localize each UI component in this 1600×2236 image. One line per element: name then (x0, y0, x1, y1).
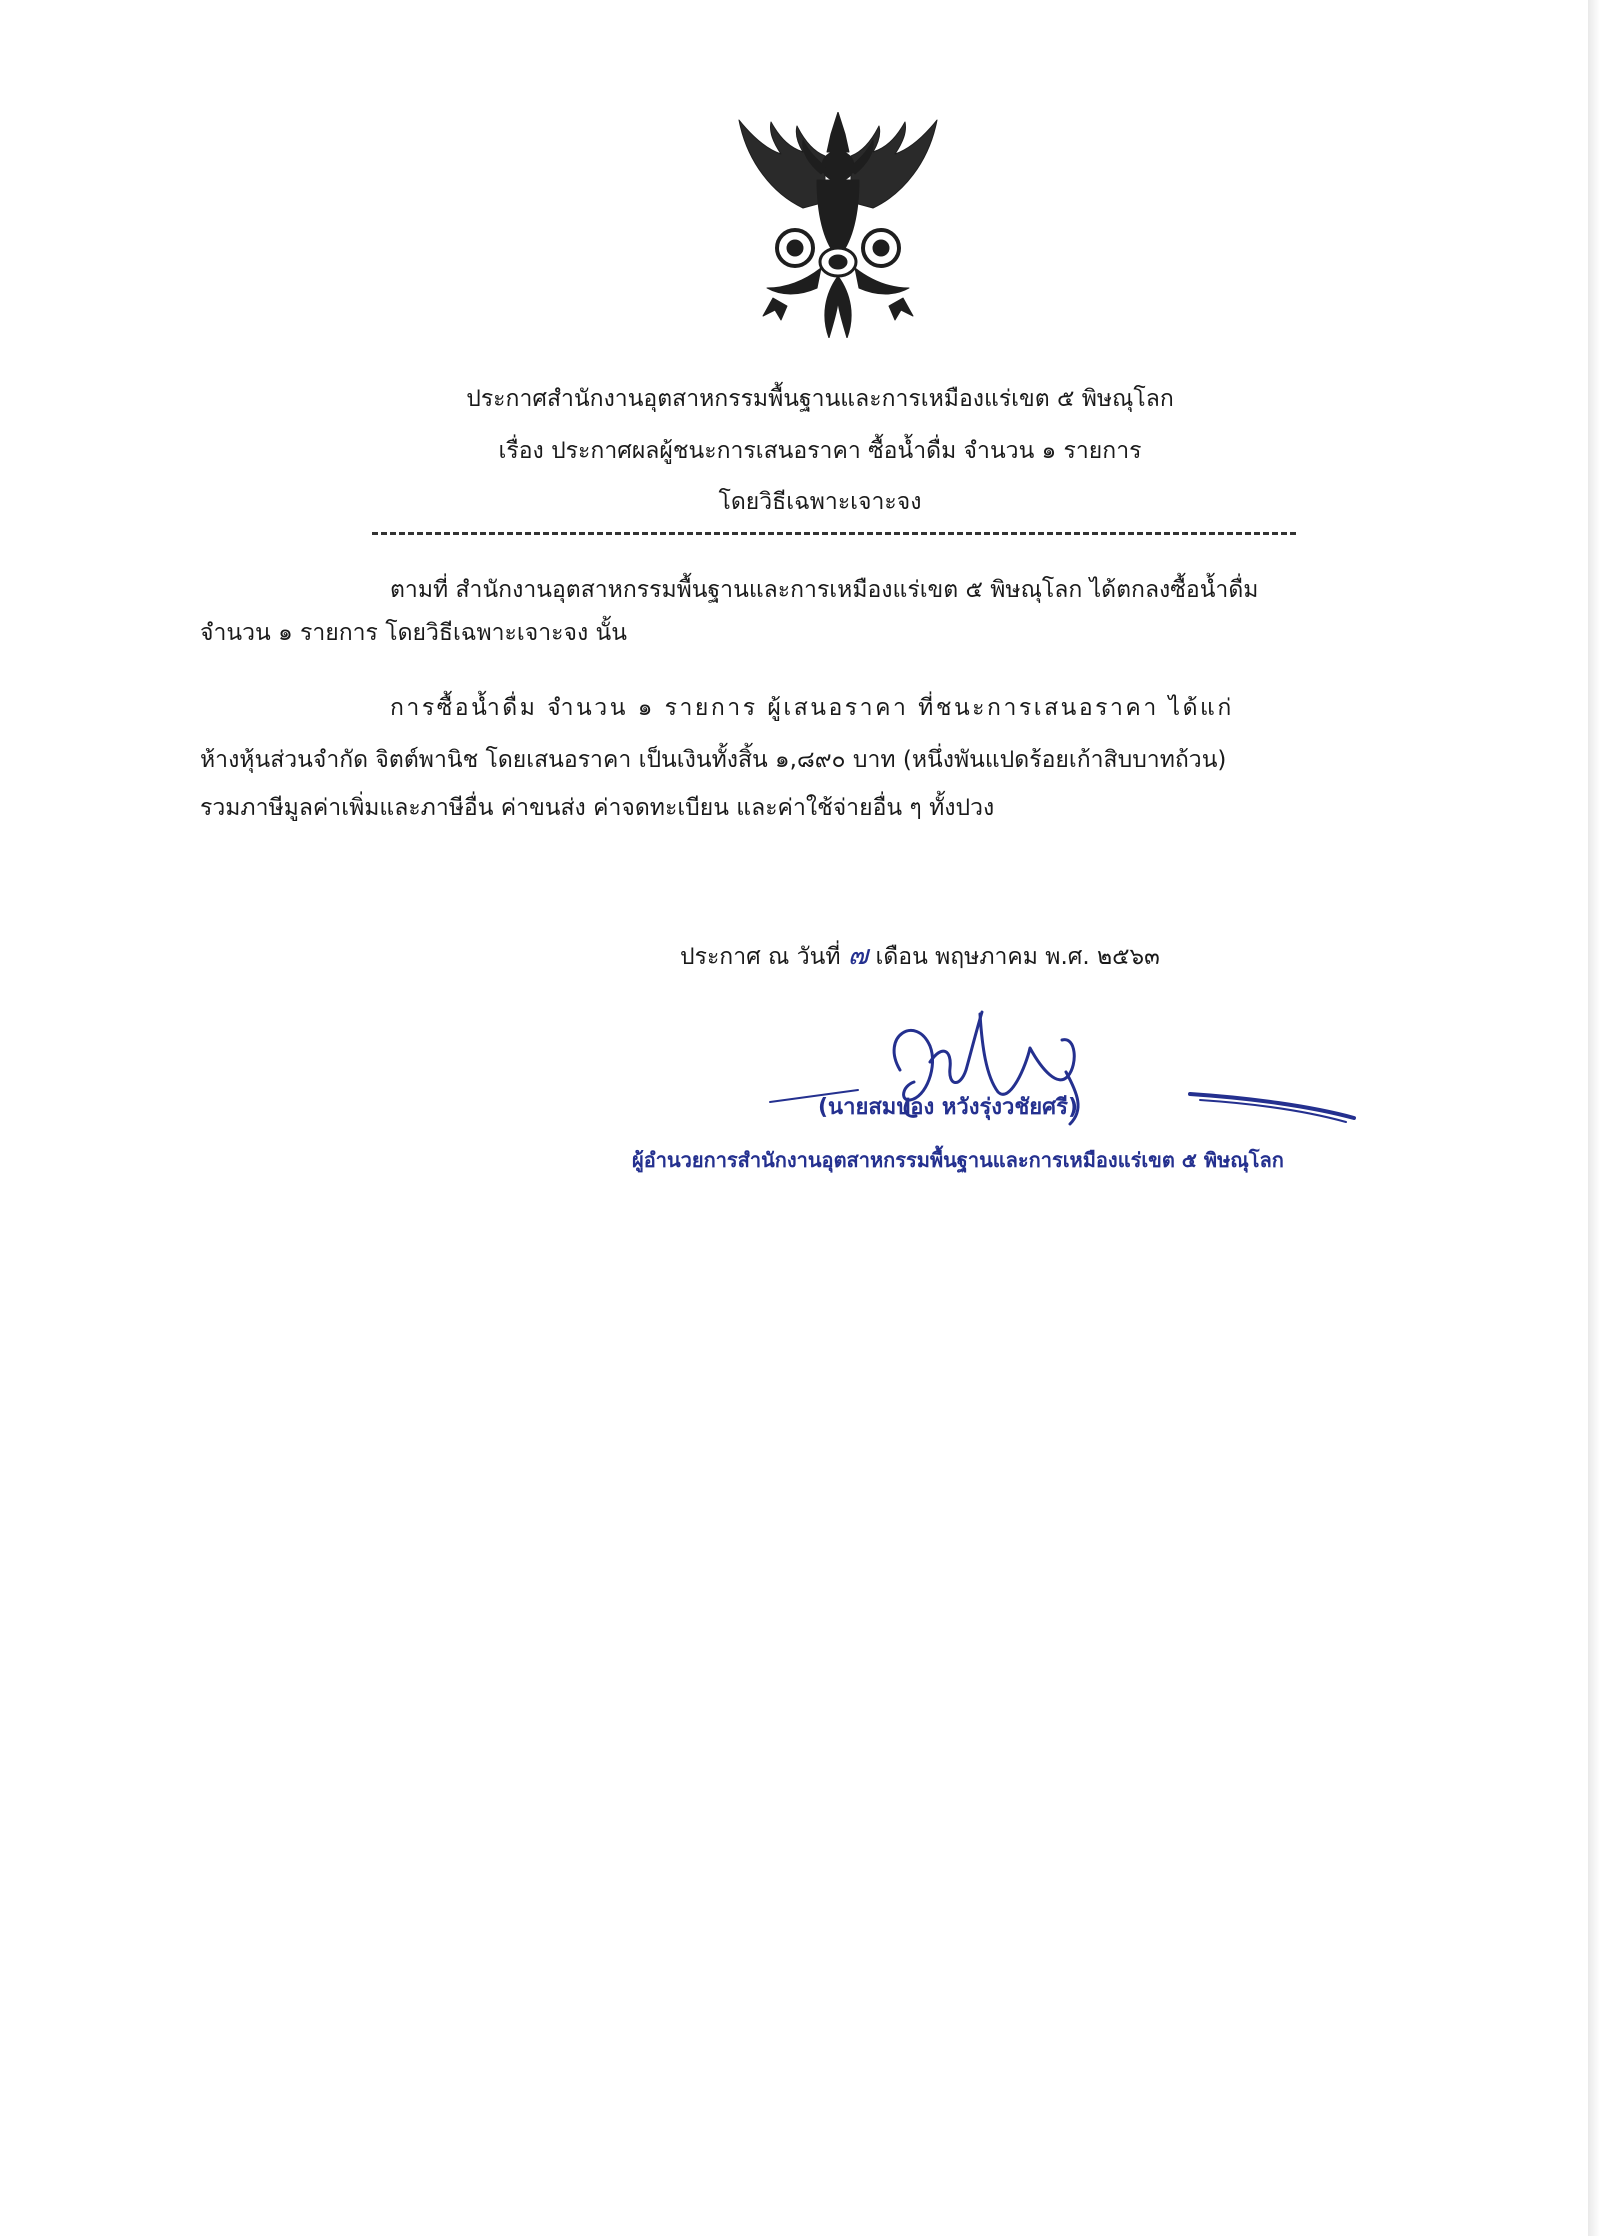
paragraph-2-line-3: รวมภาษีมูลค่าเพิ่มและภาษีอื่น ค่าขนส่ง ค่าจดทะเบียน และค่าใช้จ่ายอื่น ๆ ทั้งปวง (200, 795, 995, 821)
signatory-name: (นายสมปอง หวังรุ่งวชัยศรี) (818, 1095, 1079, 1120)
signatory-position: ผู้อำนวยการสำนักงานอุตสาหกรรมพื้นฐานและการเหมืองแร่เขต ๕ พิษณุโลก (632, 1148, 1284, 1172)
date-day: ๗ (847, 940, 869, 971)
page-edge (1588, 0, 1600, 2236)
paragraph-1-line-2: จำนวน ๑ รายการ โดยวิธีเฉพาะเจาะจง นั้น (200, 620, 627, 646)
announcement-date (680, 941, 1160, 972)
garuda-emblem-icon (733, 112, 943, 338)
procurement-method: โดยวิธีเฉพาะเจาะจง (718, 489, 922, 515)
header-divider (372, 532, 1296, 535)
paragraph-2-line-1: การซื้อน้ำดื่ม จำนวน ๑ รายการ ผู้เสนอราคา ที่ชนะการเสนอราคา ได้แก่ (390, 695, 1234, 721)
announcement-subject: เรื่อง ประกาศผลผู้ชนะการเสนอราคา ซื้อน้ำดื่ม จำนวน ๑ รายการ (498, 438, 1142, 464)
date-month-year: เดือน พฤษภาคม พ.ศ. ๒๕๖๓ (875, 944, 1160, 970)
paragraph-1-line-1: ตามที่ สำนักงานอุตสาหกรรมพื้นฐานและการเหมืองแร่เขต ๕ พิษณุโลก ได้ตกลงซื้อน้ำดื่ม (390, 577, 1259, 603)
date-prefix: ประกาศ ณ วันที่ (680, 944, 841, 970)
paragraph-2-line-2: ห้างหุ้นส่วนจำกัด จิตต์พานิช โดยเสนอราคา เป็นเงินทั้งสิ้น ๑,๘๙๐ บาท (หนึ่งพันแปดร้อยเก้าสิบบาทถ้วน) (200, 747, 1227, 773)
announcement-heading: ประกาศสำนักงานอุตสาหกรรมพื้นฐานและการเหมืองแร่เขต ๕ พิษณุโลก (466, 386, 1174, 412)
